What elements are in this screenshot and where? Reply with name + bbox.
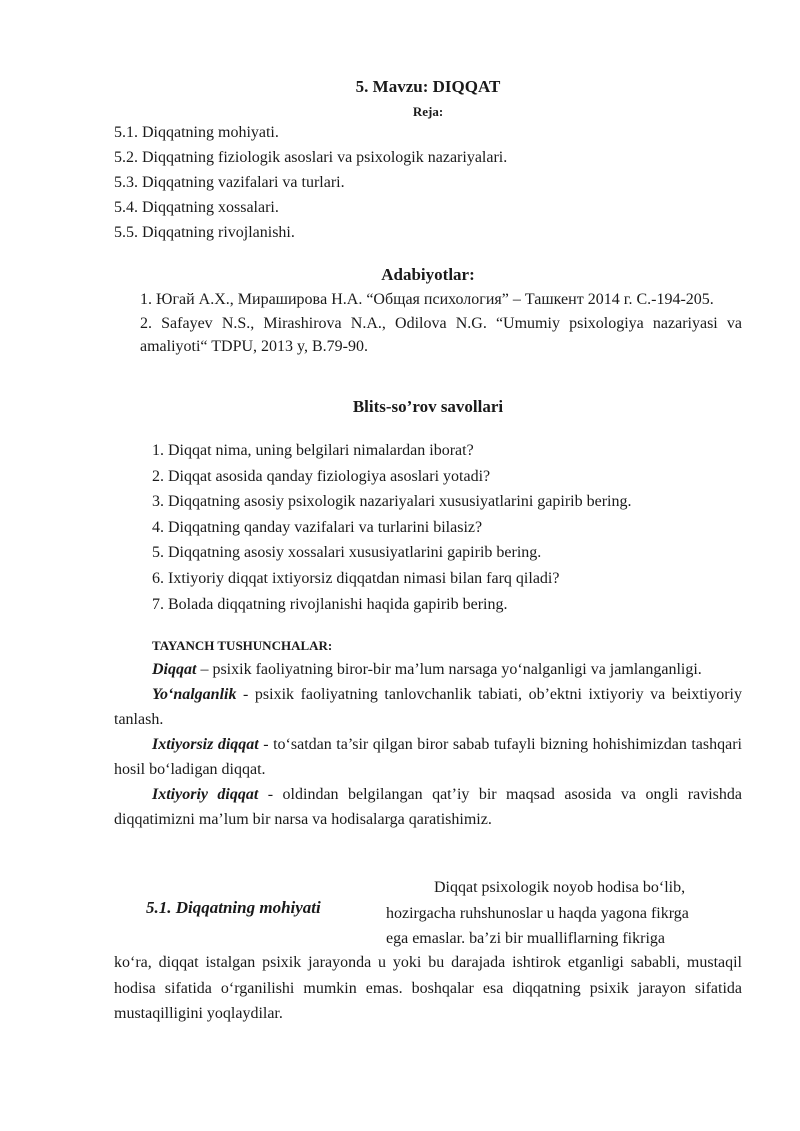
section-title: 5.1. Diqqatning mohiyati: [146, 898, 321, 917]
definition-separator: -: [236, 686, 255, 703]
question-item: 7. Bolada diqqatning rivojlanishi haqida gapirib bering.: [152, 595, 508, 613]
plan-label: Reja:: [412, 104, 444, 119]
plan-item: 5.4. Diqqatning xossalari.: [114, 199, 279, 216]
literature-title: Adabiyotlar:: [381, 265, 475, 284]
literature-item: 2. Safayev N.S., Mirashirova N.A., Odilova N.G. “Umumiy psixologiya nazariyasi va amaliyoti“ TDPU, 2013 y, B.79-90.: [140, 314, 742, 355]
definition-item: [114, 657, 742, 682]
definition-text: oldindan belgilangan qat’iy bir maqsad asosida va ongli ravishda diqqatimizni ma’lum bir narsa va hodisalarga qaratishimiz.: [114, 786, 742, 828]
definition-item: [114, 732, 742, 782]
definition-item: [114, 782, 742, 832]
definition-term: Yo‘nalganlik: [152, 686, 237, 703]
plan-item: 5.3. Diqqatning vazifalari va turlari.: [114, 174, 345, 191]
question-item: 2. Diqqat asosida qanday fiziologiya asoslari yotadi?: [152, 467, 491, 485]
definition-list: [114, 657, 742, 832]
definition-term: Ixtiyoriy diqqat: [152, 786, 259, 803]
definition-item: [114, 682, 742, 732]
plan-item: 5.5. Diqqatning rivojlanishi.: [114, 224, 295, 241]
question-item: 3. Diqqatning asosiy psixologik nazariyalari xususiyatlarini gapirib bering.: [152, 493, 632, 511]
definition-separator: -: [258, 786, 283, 803]
literature-list: [140, 288, 742, 359]
question-list: [152, 438, 631, 617]
definition-term: Ixtiyorsiz diqqat: [152, 736, 259, 753]
literature-item: 1. Югай А.Х., Мирашировa Н.А. “Общая психология” – Ташкент 2014 г. С.-194-205.: [140, 291, 714, 308]
question-item: 5. Diqqatning asosiy xossalari xususiyatlarini gapirib bering.: [152, 544, 542, 562]
concepts-title: TAYANCH TUSHUNCHALAR:: [152, 638, 333, 653]
question-item: 4. Diqqatning qanday vazifalari va turlarini bilasiz?: [152, 518, 483, 536]
definition-text: psixik faoliyatning biror-bir ma’lum narsaga yo‘nalganligi va jamlanganligi.: [212, 661, 702, 678]
definition-term: Diqqat: [152, 661, 197, 678]
section-intro-line: ega emaslar. ba’zi bir mualliflarning fikriga: [386, 930, 665, 947]
plan-list: [114, 120, 507, 245]
blits-title: Blits-so’rov savollari: [352, 397, 504, 416]
topic-title: 5. Mavzu: DIQQAT: [355, 77, 501, 96]
definition-separator: –: [196, 661, 213, 678]
section-intro-line: hozirgacha ruhshunoslar u haqda yagona fikrga: [386, 904, 689, 922]
section-intro-line: Diqqat psixologik noyob hodisa bo‘lib,: [434, 879, 686, 896]
section-intro: [386, 875, 742, 952]
plan-item: 5.1. Diqqatning mohiyati.: [114, 124, 279, 141]
question-item: 1. Diqqat nima, uning belgilari nimalardan iborat?: [152, 442, 474, 459]
definition-separator: -: [258, 736, 274, 753]
plan-item: 5.2. Diqqatning fiziologik asoslari va psixologik nazariyalari.: [114, 149, 508, 166]
definition-text: psixik faoliyatning tanlovchanlik tabiati, ob’ektni ixtiyoriy va beixtiyoriy tanlash.: [114, 686, 743, 728]
definition-text: to‘satdan ta’sir qilgan biror sabab tufayli bizning hohishimizdan tashqari hosil bo‘ladigan diqqat.: [114, 736, 743, 778]
section-body-paragraph: ko‘ra, diqqat istalgan psixik jarayonda u yoki bu darajada ishtirok etganligi sababli, mustaqil hodisa sifatida o‘rganilishi mumkin emas. boshqalar esa diqqatning psixik jarayon sifatida mustaqilligini yoqlaydilar.: [114, 954, 742, 1022]
section-body: [114, 950, 742, 1027]
question-item: 6. Ixtiyoriy diqqat ixtiyorsiz diqqatdan nimasi bilan farq qiladi?: [152, 569, 560, 587]
